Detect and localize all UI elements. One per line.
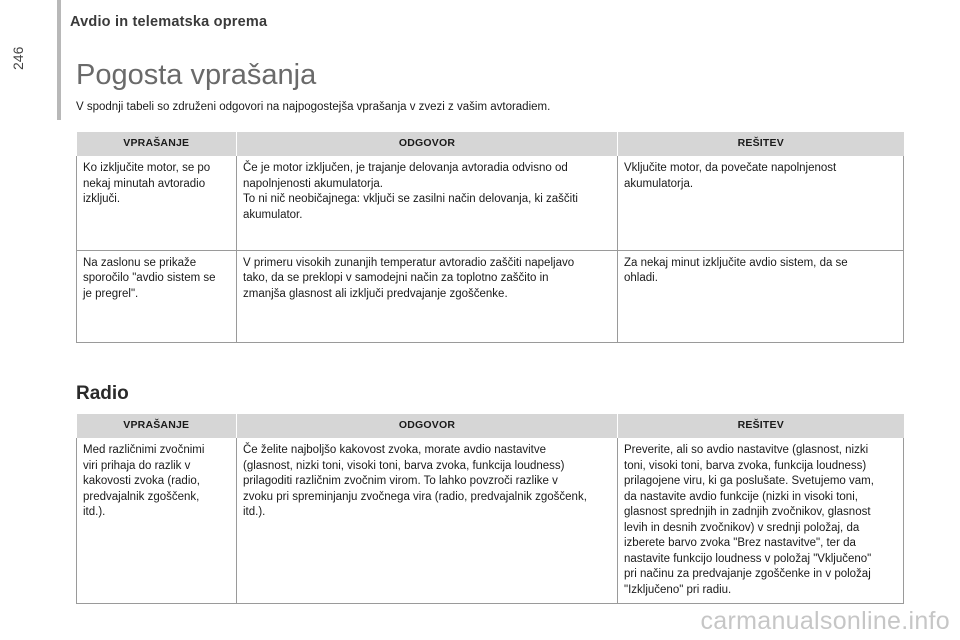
cell-line: Če je motor izključen, je trajanje delovanja avtoradia odvisno od <box>243 162 568 174</box>
cell-line: Ko izključite motor, se po <box>83 162 211 174</box>
cell-line: izključi. <box>83 193 121 205</box>
cell-line: je pregrel". <box>83 287 139 300</box>
cell-line: "Izključeno" pri radiu. <box>624 583 732 596</box>
table-header-row <box>77 132 904 156</box>
cell-line: nekaj minutah avtoradio <box>83 177 206 190</box>
cell-line: kakovosti zvoka (radio, <box>83 475 200 487</box>
table-row <box>77 438 904 604</box>
table-row <box>77 156 904 250</box>
solution-cell <box>618 156 904 250</box>
cell-line: akumulatorja. <box>624 177 694 190</box>
margin-bar <box>57 0 61 120</box>
page-number: 246 <box>10 46 26 70</box>
table-header-row <box>77 414 904 438</box>
column-header-question: VPRAŠANJE <box>77 414 237 438</box>
table-row <box>77 250 904 342</box>
cell-line: zmanjša glasnost ali izključi predvajanje zgoščenke. <box>243 287 508 300</box>
cell-line: pri načinu za predvajanje zgoščenke in v položaj <box>624 568 871 580</box>
cell-line: ohladi. <box>624 272 658 284</box>
cell-line: V primeru visokih zunanjih temperatur avtoradio zaščiti napeljavo <box>243 256 575 269</box>
page-title: Pogosta vprašanja <box>76 59 317 91</box>
cell-line: glasnost sprednjih in zadnjih zvočnikov, glasnost <box>624 506 871 518</box>
intro-text: V spodnji tabeli so združeni odgovori na najpogostejša vprašanja v zvezi z vašim avtoradiem. <box>76 101 551 113</box>
watermark-text: carmanualsonline.info <box>700 607 950 635</box>
cell-line: nastavite funkcijo loudness v položaj "Vključeno" <box>624 552 872 565</box>
chapter-header: Avdio in telematska oprema <box>70 14 268 30</box>
cell-line: To ni nič neobičajnega: vključi se zasilni način delovanja, ki zaščiti <box>243 193 578 205</box>
solution-cell <box>618 250 904 342</box>
cell-line: napolnjenosti akumulatorja. <box>243 177 384 190</box>
cell-line: Med različnimi zvočnimi <box>83 444 205 456</box>
cell-line: da nastavite avdio funkcije (nizki in visoki toni, <box>624 490 858 503</box>
cell-line: Vključite motor, da povečate napolnjenost <box>624 162 837 174</box>
cell-line: sporočilo "avdio sistem se <box>83 272 216 284</box>
cell-line: izberete barvo zvoka "Brez nastavitve", ter da <box>624 537 856 549</box>
question-cell <box>77 250 237 342</box>
cell-line: prilagoditi različnim zvočnim virom. To lahko povzroči razlike v <box>243 475 558 487</box>
radio-table <box>76 414 904 604</box>
cell-line: levih in desnih zvočnikov) v srednji položaj, da <box>624 521 860 534</box>
faq-table <box>76 132 904 343</box>
answer-cell <box>237 250 618 342</box>
cell-line: itd.). <box>83 506 106 518</box>
cell-line: Za nekaj minut izključite avdio sistem, da se <box>624 256 848 269</box>
cell-line: Če želite najboljšo kakovost zvoka, morate avdio nastavitve <box>243 444 546 456</box>
column-header-solution: REŠITEV <box>618 132 904 156</box>
cell-line: viri prihaja do razlik v <box>83 459 191 472</box>
cell-line: zvoku pri spreminjanju zvočnega vira (radio, predvajalnik zgoščenk, <box>243 490 587 503</box>
section-title-radio: Radio <box>76 383 129 404</box>
cell-line: Na zaslonu se prikaže <box>83 256 197 269</box>
cell-line: predvajalnik zgoščenk, <box>83 490 200 503</box>
column-header-answer: ODGOVOR <box>237 132 618 156</box>
column-header-answer: ODGOVOR <box>237 414 618 438</box>
cell-line: toni, visoki toni, barva zvoka, funkcija loudness) <box>624 459 867 472</box>
column-header-solution: REŠITEV <box>618 414 904 438</box>
question-cell <box>77 156 237 250</box>
cell-line: tako, da se preklopi v samodejni način za toplotno zaščito in <box>243 272 549 284</box>
answer-cell <box>237 156 618 250</box>
cell-line: itd.). <box>243 506 266 518</box>
solution-cell <box>618 438 904 604</box>
cell-line: (glasnost, nizki toni, visoki toni, barva zvoka, funkcija loudness) <box>243 459 565 472</box>
column-header-question: VPRAŠANJE <box>77 132 237 156</box>
question-cell <box>77 438 237 604</box>
answer-cell <box>237 438 618 604</box>
cell-line: prilagojene viru, ki ga poslušate. Svetujemo vam, <box>624 475 874 487</box>
cell-line: Preverite, ali so avdio nastavitve (glasnost, nizki <box>624 444 869 456</box>
cell-line: akumulator. <box>243 208 303 221</box>
